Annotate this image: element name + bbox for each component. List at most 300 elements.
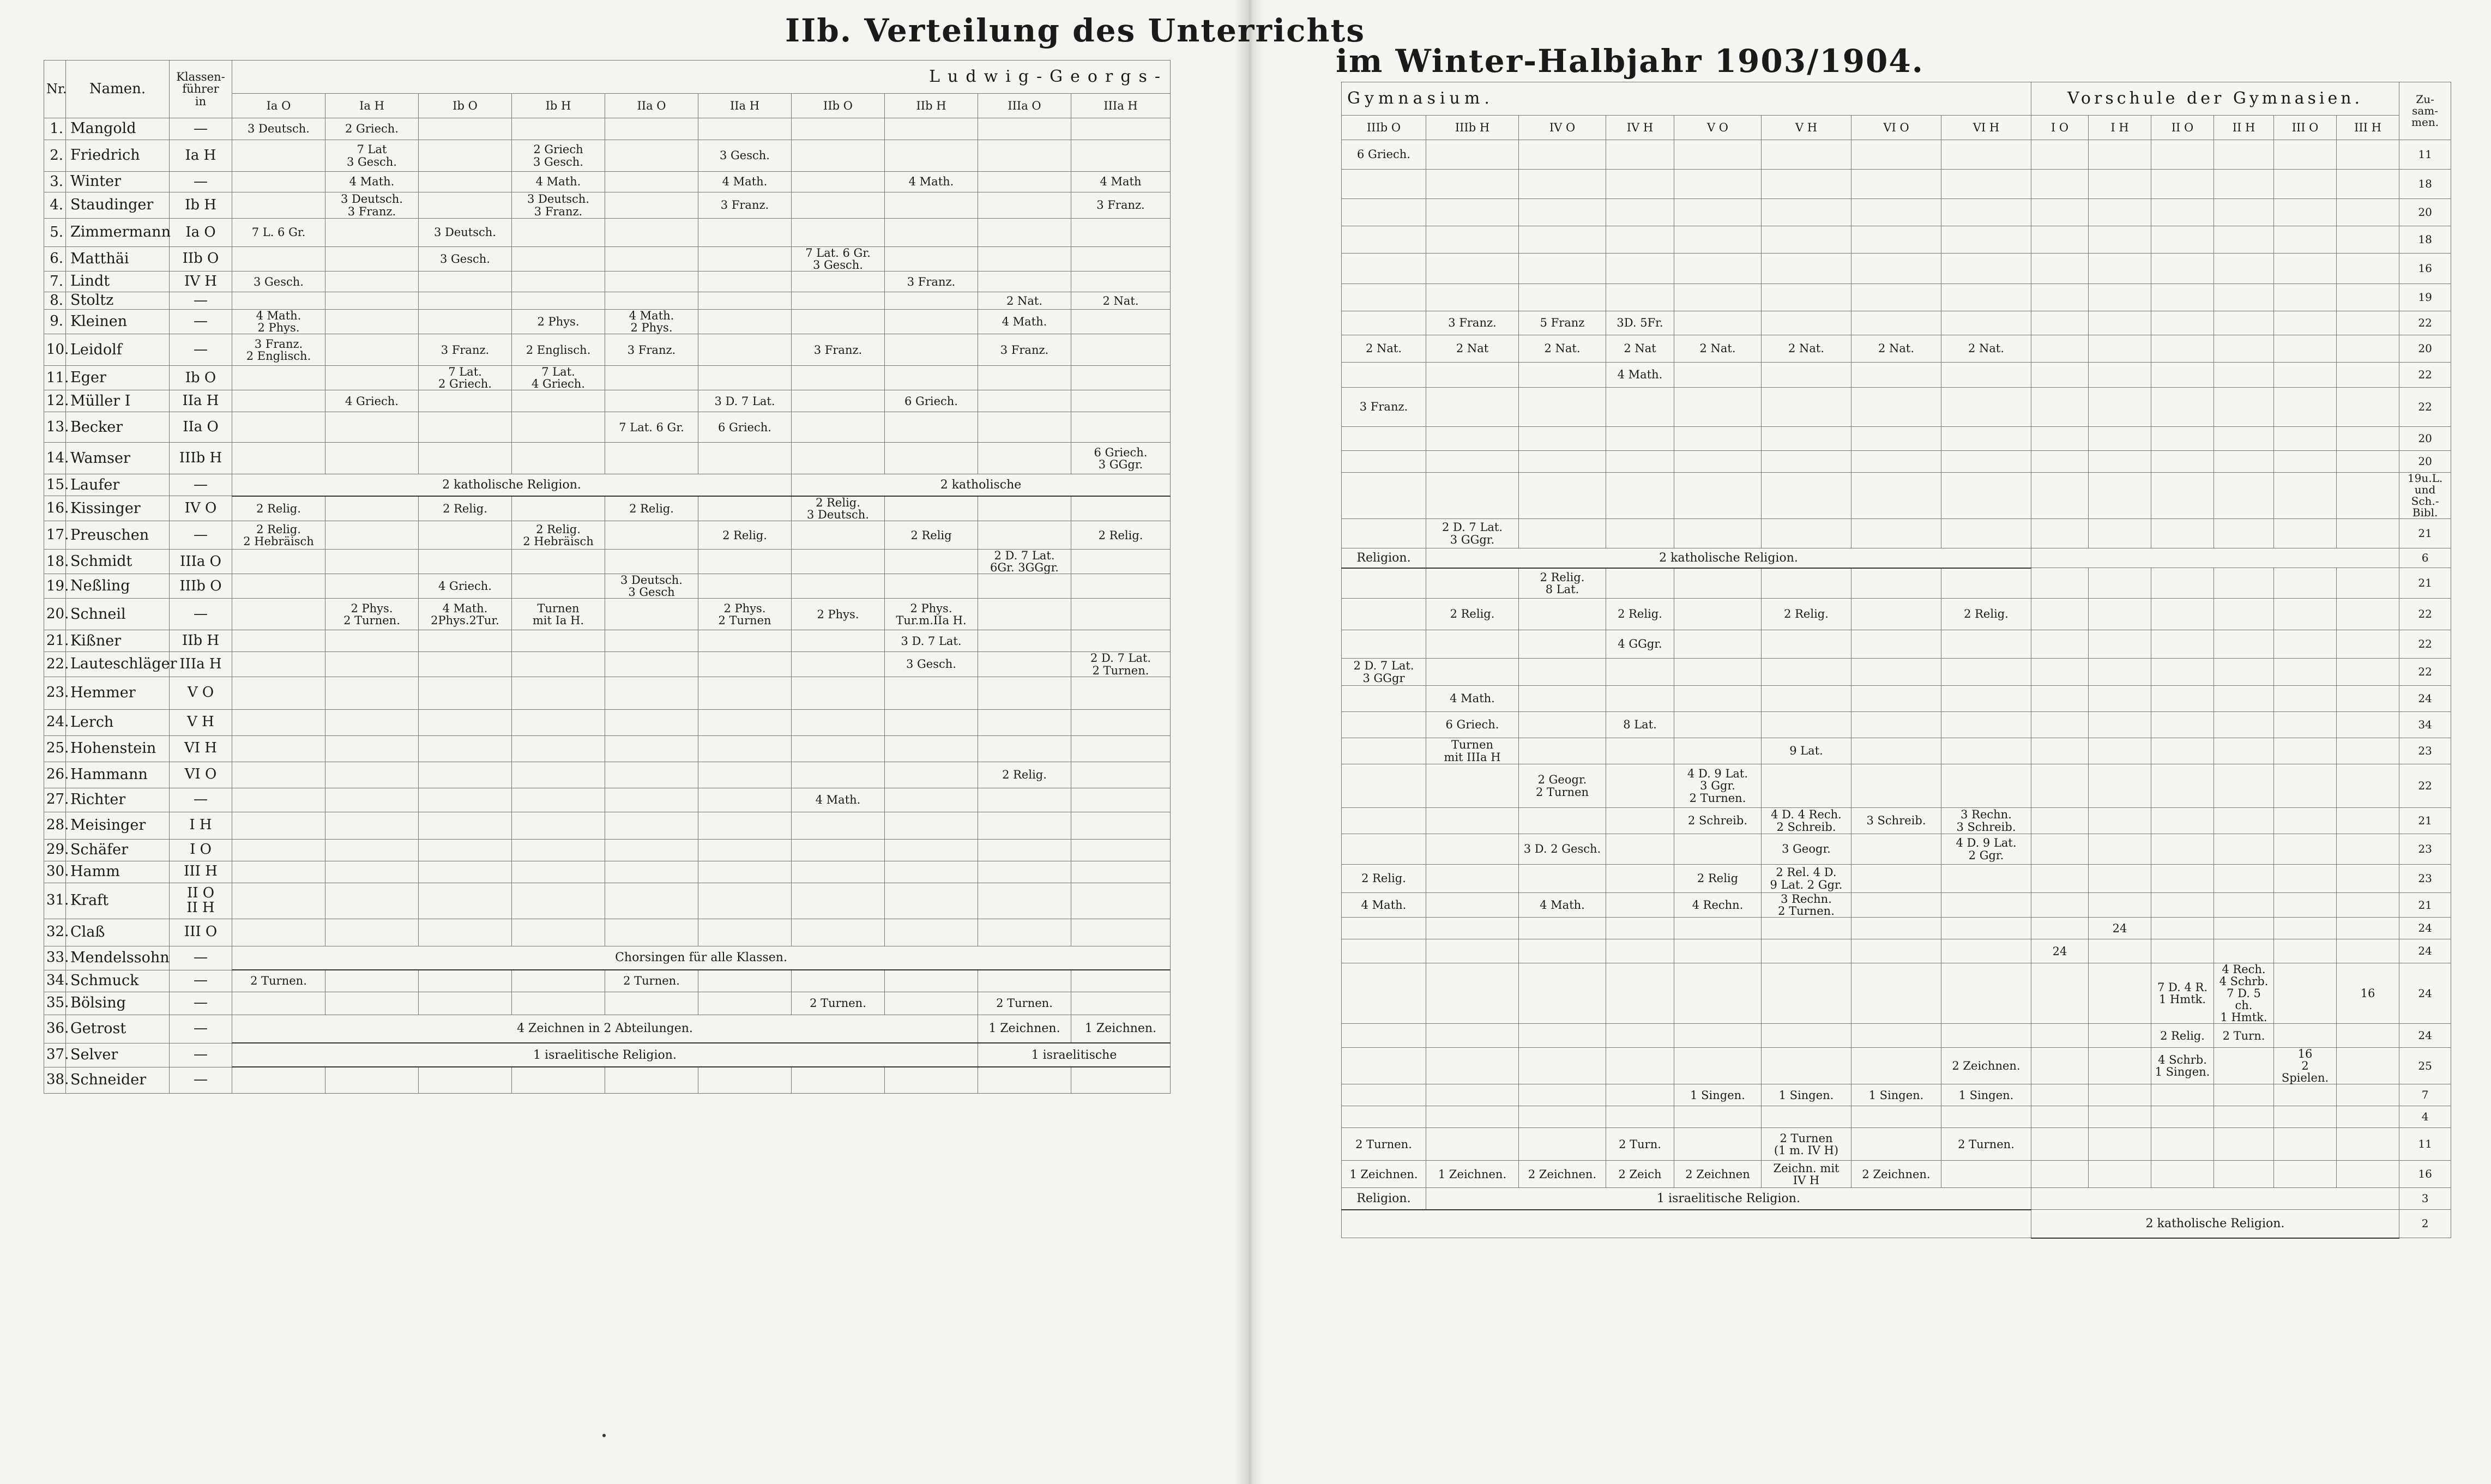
lesson-cell [1342, 1024, 1426, 1048]
lesson-cell [1674, 834, 1762, 865]
table-row [1342, 519, 2451, 548]
lesson-cell [978, 219, 1071, 247]
lesson-cell: 4 Math. [885, 172, 978, 192]
lesson-cell [2089, 939, 2151, 963]
lesson-cell [1071, 310, 1171, 334]
lesson-cell [792, 812, 885, 839]
lesson-cell [1342, 568, 1426, 599]
lesson-cell [512, 574, 605, 599]
lesson-cell [1606, 170, 1674, 199]
lesson-cell [2031, 630, 2089, 659]
lesson-cell: 4 Schrb. 1 Singen. [2151, 1048, 2214, 1084]
lesson-cell [2031, 568, 2089, 599]
lesson-cell [885, 118, 978, 140]
table-row [44, 140, 1171, 172]
lesson-cell [2031, 519, 2089, 548]
lesson-cell [1606, 865, 1674, 893]
lesson-cell [2151, 170, 2214, 199]
lesson-cell [2337, 659, 2399, 686]
lesson-cell [1762, 939, 1851, 963]
lesson-cell: 2 Griech. [325, 118, 419, 140]
lesson-cell [605, 1067, 698, 1093]
teacher-name: Mendelssohn [66, 946, 170, 970]
lesson-cell [325, 521, 419, 550]
lesson-cell [419, 883, 512, 919]
table-row [1342, 738, 2451, 764]
lesson-cell [325, 630, 419, 652]
lesson-cell [325, 839, 419, 861]
lesson-cell [1851, 1048, 1941, 1084]
lesson-cell [419, 992, 512, 1015]
lesson-cell [2214, 918, 2274, 939]
table-row [1342, 388, 2451, 427]
lesson-cell [885, 550, 978, 574]
lesson-cell [1071, 970, 1171, 992]
lesson-cell [605, 390, 698, 412]
total-hours: 22 [2399, 630, 2451, 659]
span-cell: 2 katholische Religion. [1426, 548, 2031, 568]
class-col-header: V H [1762, 116, 1851, 140]
lesson-cell: 1 Singen. [1941, 1084, 2031, 1106]
class-leader: — [170, 172, 232, 192]
lesson-cell [1674, 712, 1762, 738]
lesson-cell [2151, 808, 2214, 834]
lesson-cell: 2 Phys. [512, 310, 605, 334]
lesson-cell [1851, 254, 1941, 284]
class-leader: — [170, 599, 232, 630]
lesson-cell [1674, 519, 1762, 548]
lesson-cell [1762, 473, 1851, 519]
table-row [1342, 451, 2451, 473]
table-row [44, 861, 1171, 883]
lesson-cell [885, 247, 978, 272]
lesson-cell [1519, 226, 1606, 254]
class-col-header: II H [2214, 116, 2274, 140]
lesson-cell [885, 970, 978, 992]
lesson-cell [1674, 284, 1762, 311]
teacher-name: Laufer [66, 474, 170, 496]
lesson-cell [2274, 335, 2337, 363]
lesson-cell [1762, 630, 1851, 659]
lesson-cell [1851, 311, 1941, 335]
lesson-cell [2337, 519, 2399, 548]
lesson-cell [1762, 764, 1851, 808]
lesson-cell [2031, 1048, 2089, 1084]
teacher-name: Selver [66, 1043, 170, 1067]
lesson-cell [1941, 963, 2031, 1024]
lesson-cell [2089, 363, 2151, 388]
lesson-cell [1519, 363, 1606, 388]
lesson-cell [1426, 630, 1519, 659]
lesson-cell: 2 Turnen. [978, 992, 1071, 1015]
lesson-cell [792, 839, 885, 861]
lesson-cell: 4 Griech. [325, 390, 419, 412]
lesson-cell [419, 310, 512, 334]
lesson-cell [792, 630, 885, 652]
lesson-cell: 3 Rechn. 3 Schreib. [1941, 808, 2031, 834]
lesson-cell [232, 574, 325, 599]
lesson-cell [232, 366, 325, 390]
lesson-cell [2031, 1024, 2089, 1048]
lesson-cell: 2 Relig. [232, 496, 325, 521]
lesson-cell [978, 735, 1071, 762]
teacher-name: Preuschen [66, 521, 170, 550]
lesson-cell [2337, 712, 2399, 738]
lesson-cell [605, 677, 698, 709]
row-number: 5. [44, 219, 66, 247]
lesson-cell: 7 D. 4 R. 1 Hmtk. [2151, 963, 2214, 1024]
table-row [44, 310, 1171, 334]
lesson-cell [1941, 686, 2031, 712]
table-row [1342, 473, 2451, 519]
lesson-cell: 2 Relig. 8 Lat. [1519, 568, 1606, 599]
teacher-name: Winter [66, 172, 170, 192]
row-number: 33. [44, 946, 66, 970]
lesson-cell: 2 Relig. [1941, 599, 2031, 630]
lesson-cell [885, 192, 978, 219]
lesson-cell [1342, 1084, 1426, 1106]
lesson-cell [2274, 568, 2337, 599]
lesson-cell [1762, 427, 1851, 451]
lesson-cell [1426, 659, 1519, 686]
lesson-cell [2274, 1084, 2337, 1106]
class-leader: — [170, 118, 232, 140]
lesson-cell: 4 Math. [1519, 893, 1606, 918]
lesson-cell: 2 Relig. [1071, 521, 1171, 550]
lesson-cell [1851, 599, 1941, 630]
lesson-cell [885, 788, 978, 812]
teacher-name: Hammann [66, 762, 170, 788]
names-header: Namen. [66, 61, 170, 118]
lesson-cell [2214, 659, 2274, 686]
lesson-cell [1519, 712, 1606, 738]
lesson-cell [1519, 599, 1606, 630]
lesson-cell [2214, 568, 2274, 599]
lesson-cell [512, 788, 605, 812]
total-hours: 20 [2399, 199, 2451, 226]
lesson-cell [1762, 284, 1851, 311]
lesson-cell [1762, 659, 1851, 686]
lesson-cell: 2 Relig [885, 521, 978, 550]
class-leader: Ib O [170, 366, 232, 390]
lesson-cell [1071, 630, 1171, 652]
lesson-cell [232, 172, 325, 192]
lesson-cell [2274, 834, 2337, 865]
lesson-cell [1941, 254, 2031, 284]
lesson-cell [978, 496, 1071, 521]
row-number: 14. [44, 443, 66, 474]
lesson-cell [885, 219, 978, 247]
lesson-cell [1851, 939, 1941, 963]
lesson-cell [2089, 1084, 2151, 1106]
table-row [44, 172, 1171, 192]
lesson-cell: 2 Phys. [792, 599, 885, 630]
lesson-cell [1606, 1106, 1674, 1128]
lesson-cell [1342, 451, 1426, 473]
lesson-cell: 6 Griech. [698, 412, 792, 443]
teacher-name: Kissinger [66, 496, 170, 521]
total-hours: 22 [2399, 659, 2451, 686]
lesson-cell [1674, 738, 1762, 764]
lesson-cell [2031, 865, 2089, 893]
lesson-cell [2274, 893, 2337, 918]
lesson-cell [2089, 311, 2151, 335]
row-number: 13. [44, 412, 66, 443]
lesson-cell [1426, 764, 1519, 808]
row-number: 29. [44, 839, 66, 861]
lesson-cell [1519, 519, 1606, 548]
row-number: 1. [44, 118, 66, 140]
lesson-cell [885, 310, 978, 334]
lesson-cell: 1 Singen. [1674, 1084, 1762, 1106]
lesson-cell [232, 839, 325, 861]
lesson-cell [885, 861, 978, 883]
teacher-name: Schäfer [66, 839, 170, 861]
lesson-cell [2089, 451, 2151, 473]
lesson-cell [698, 334, 792, 366]
row-number: 10. [44, 334, 66, 366]
lesson-cell [2214, 199, 2274, 226]
lesson-cell [2274, 519, 2337, 548]
lesson-cell [1519, 451, 1606, 473]
lesson-cell [512, 443, 605, 474]
lesson-cell [1762, 451, 1851, 473]
lesson-cell [325, 247, 419, 272]
lesson-cell [1342, 519, 1426, 548]
table-row [1342, 548, 2451, 568]
lesson-cell [792, 412, 885, 443]
lesson-cell [1606, 473, 1674, 519]
lesson-cell [2089, 808, 2151, 834]
class-col-header: Ia O [232, 94, 325, 118]
lesson-cell: 1 Singen. [1762, 1084, 1851, 1106]
lesson-cell [978, 709, 1071, 735]
teacher-name: Lauteschläger [66, 652, 170, 677]
lesson-cell [885, 677, 978, 709]
lesson-cell [2089, 519, 2151, 548]
table-row [1342, 1048, 2451, 1084]
lesson-cell: 2 Nat. [1519, 335, 1606, 363]
lesson-cell [1519, 686, 1606, 712]
lesson-cell [2031, 427, 2089, 451]
row-number: 17. [44, 521, 66, 550]
lesson-cell [2151, 918, 2214, 939]
total-hours: 20 [2399, 451, 2451, 473]
table-row [1342, 140, 2451, 170]
lesson-cell: 16 [2337, 963, 2399, 1024]
lesson-cell [2274, 284, 2337, 311]
total-hours: 16 [2399, 1161, 2451, 1188]
lesson-cell: 3 Franz. [419, 334, 512, 366]
lesson-cell [1519, 630, 1606, 659]
table-row [1342, 918, 2451, 939]
lesson-cell [2337, 170, 2399, 199]
span-cell: 2 katholische Religion. [2031, 1210, 2399, 1238]
lesson-cell [2337, 568, 2399, 599]
lesson-cell: 4 D. 9 Lat. 3 Ggr. 2 Turnen. [1674, 764, 1762, 808]
lesson-cell [1519, 170, 1606, 199]
lesson-cell [1674, 199, 1762, 226]
lesson-cell [792, 652, 885, 677]
table-row [1342, 630, 2451, 659]
lesson-cell [978, 118, 1071, 140]
lesson-cell [2151, 712, 2214, 738]
lesson-cell [2031, 738, 2089, 764]
lesson-cell [1762, 1024, 1851, 1048]
span-cell: Religion. [1342, 1188, 1426, 1210]
lesson-cell [1851, 630, 1941, 659]
lesson-cell [1851, 712, 1941, 738]
lesson-cell [1941, 1106, 2031, 1128]
lesson-cell [1426, 808, 1519, 834]
lesson-cell [2089, 427, 2151, 451]
class-leader: — [170, 334, 232, 366]
lesson-cell [1606, 519, 1674, 548]
table-row [44, 970, 1171, 992]
lesson-cell [698, 310, 792, 334]
lesson-cell [2214, 1161, 2274, 1188]
lesson-cell: 4 Griech. [419, 574, 512, 599]
lesson-cell: 2 Zeichnen. [1941, 1048, 2031, 1084]
lesson-cell [419, 390, 512, 412]
class-col-header: I O [2031, 116, 2089, 140]
span-cell: 1 israelitische [978, 1043, 1171, 1067]
lesson-cell: 4 Math. 2 Phys. [232, 310, 325, 334]
lesson-cell: 2 Phys. 2 Turnen [698, 599, 792, 630]
lesson-cell [419, 550, 512, 574]
teacher-name: Getrost [66, 1015, 170, 1043]
lesson-cell [325, 412, 419, 443]
lesson-cell [512, 919, 605, 946]
lesson-cell [698, 574, 792, 599]
lesson-cell [2151, 764, 2214, 808]
lesson-cell [885, 919, 978, 946]
lesson-cell [698, 118, 792, 140]
lesson-cell: 2 Nat. [1851, 335, 1941, 363]
lesson-cell [2337, 363, 2399, 388]
lesson-cell: 3 Gesch. [232, 272, 325, 292]
lesson-cell [1851, 519, 1941, 548]
lesson-cell [2151, 473, 2214, 519]
teacher-name: Zimmermann [66, 219, 170, 247]
class-leader: III H [170, 861, 232, 883]
lesson-cell [1519, 199, 1606, 226]
lesson-cell [792, 1067, 885, 1093]
lesson-cell [605, 762, 698, 788]
lesson-cell: 4 Math. [1342, 893, 1426, 918]
lesson-cell [792, 272, 885, 292]
lesson-cell [512, 861, 605, 883]
class-col-header: Ia H [325, 94, 419, 118]
lesson-cell: 2 Phys. 2 Turnen. [325, 599, 419, 630]
lesson-cell [325, 709, 419, 735]
lesson-cell: 4 Math. 2 Phys. [605, 310, 698, 334]
lesson-cell [1426, 1084, 1519, 1106]
lesson-cell [1426, 893, 1519, 918]
lesson-cell [885, 292, 978, 310]
lesson-cell [2274, 738, 2337, 764]
lesson-cell [1606, 918, 1674, 939]
class-leader: I H [170, 812, 232, 839]
lesson-cell: 3 Gesch. [698, 140, 792, 172]
lesson-cell [2031, 918, 2089, 939]
total-hours: 24 [2399, 963, 2451, 1024]
lesson-cell [325, 272, 419, 292]
lesson-cell [1342, 599, 1426, 630]
lesson-cell [2151, 335, 2214, 363]
table-row [44, 443, 1171, 474]
lesson-cell: 2 Zeich [1606, 1161, 1674, 1188]
lesson-cell [1426, 1024, 1519, 1048]
lesson-cell [2274, 630, 2337, 659]
table-row [44, 735, 1171, 762]
class-leader: I O [170, 839, 232, 861]
class-leader: IV O [170, 496, 232, 521]
lesson-cell [605, 172, 698, 192]
lesson-cell [419, 118, 512, 140]
lesson-cell [1674, 1024, 1762, 1048]
lesson-cell [1519, 1128, 1606, 1161]
lesson-cell [1762, 254, 1851, 284]
lesson-cell: 2 Zeichnen [1674, 1161, 1762, 1188]
lesson-cell [232, 919, 325, 946]
lesson-cell [978, 247, 1071, 272]
class-leader: IIa O [170, 412, 232, 443]
lesson-cell [232, 652, 325, 677]
lesson-cell: 3 Deutsch. [419, 219, 512, 247]
lesson-cell [1606, 226, 1674, 254]
lesson-cell [1762, 140, 1851, 170]
lesson-cell [978, 861, 1071, 883]
total-hours: 4 [2399, 1106, 2451, 1128]
lesson-cell [1851, 363, 1941, 388]
lesson-cell [512, 630, 605, 652]
lesson-cell [1851, 427, 1941, 451]
lesson-cell: 2 Nat [1426, 335, 1519, 363]
teacher-name: Claß [66, 919, 170, 946]
lesson-cell [2274, 254, 2337, 284]
lesson-cell [1606, 893, 1674, 918]
lesson-cell [978, 652, 1071, 677]
class-col-header: IIIa H [1071, 94, 1171, 118]
lesson-cell [232, 812, 325, 839]
lesson-cell [698, 630, 792, 652]
lesson-cell [2274, 388, 2337, 427]
class-col-header: IIb H [885, 94, 978, 118]
lesson-cell [1851, 834, 1941, 865]
table-row [1342, 963, 2451, 1024]
lesson-cell [1762, 388, 1851, 427]
lesson-cell [1606, 834, 1674, 865]
lesson-cell [325, 574, 419, 599]
lesson-cell [2214, 335, 2274, 363]
lesson-cell [605, 735, 698, 762]
lesson-cell: 4 D. 9 Lat. 2 Ggr. [1941, 834, 2031, 865]
teacher-name: Richter [66, 788, 170, 812]
span-cell [1342, 1210, 2031, 1238]
lesson-cell [232, 883, 325, 919]
class-leader: — [170, 474, 232, 496]
lesson-cell [2151, 199, 2214, 226]
class-col-header: III H [2337, 116, 2399, 140]
lesson-cell [1342, 284, 1426, 311]
lesson-cell [1674, 686, 1762, 712]
left-schedule-table [44, 60, 1171, 1094]
lesson-cell [2031, 226, 2089, 254]
lesson-cell: 7 Lat. 2 Griech. [419, 366, 512, 390]
lesson-cell [1071, 140, 1171, 172]
lesson-cell [1342, 834, 1426, 865]
